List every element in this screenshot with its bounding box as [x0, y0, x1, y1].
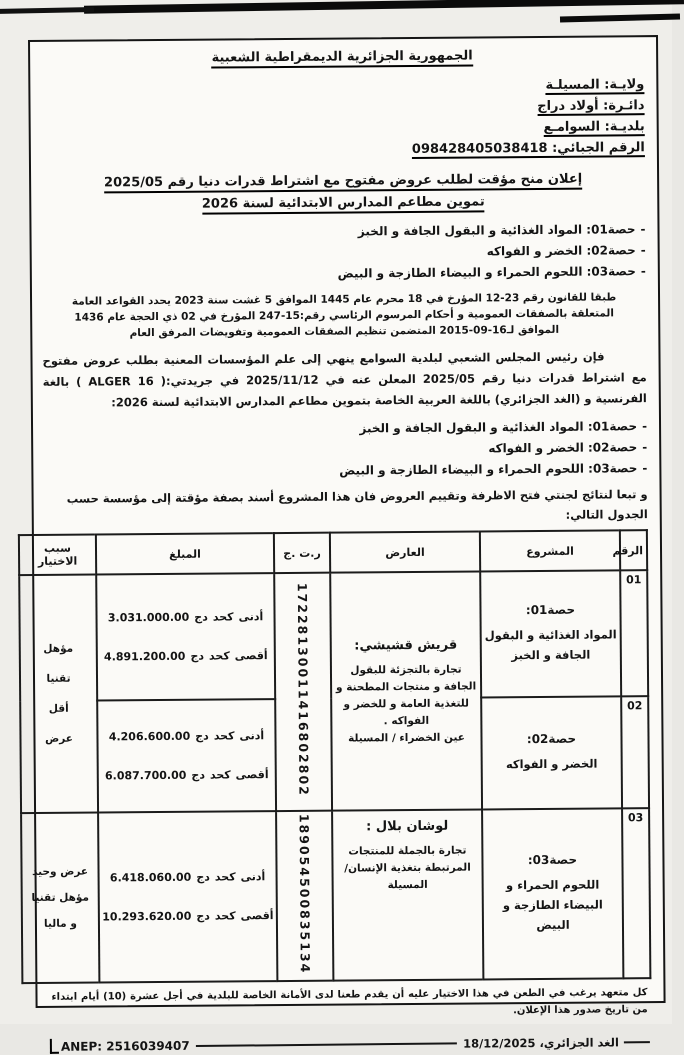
row1-amount-max	[101, 649, 271, 663]
bidder-lots12-location: عين الخضراء / المسيلة	[348, 731, 465, 745]
row3-number: 03	[622, 808, 650, 979]
bidder-lots12-cell	[330, 571, 482, 810]
table-row-lot3	[21, 808, 650, 983]
limit-type: أدنى	[240, 870, 266, 884]
reason-lot3-cell: عرض وحيد مؤهل تقنيا و ماليا	[21, 812, 99, 983]
header-bidder: العارض	[330, 531, 480, 572]
lot-item-3: -حصة03: اللحوم الحمراء و البيضاء الطازجة و البيض	[337, 264, 646, 281]
currency-unit: دج	[195, 729, 209, 743]
tax-id-line: الرقم الجبائي: 098428405038418	[411, 140, 645, 157]
currency-unit: دج	[196, 870, 210, 884]
announcement-title	[41, 168, 645, 217]
nif-lot3-cell	[276, 811, 333, 982]
lot-item-1: -حصة01: المواد الغذائية و البقول الجافة و الخبز	[357, 222, 646, 239]
amount-value: 10.293.620.00	[102, 909, 192, 924]
currency-unit: دج	[194, 610, 208, 624]
row2-project	[481, 696, 622, 809]
limit-word: كحد	[213, 729, 235, 743]
table-header-row	[19, 530, 647, 575]
nif-lot3-number: 189054500835134	[296, 813, 313, 975]
nif-lots12-number: 17228130011416802802	[294, 582, 312, 797]
scan-artifact-bar	[560, 14, 680, 23]
nif-lots12-cell	[274, 573, 332, 811]
bidder-lot3-activity: تجارة بالجملة للمنتجات المرتبطة بتغذية الإنسان/المسيلة	[344, 844, 471, 892]
row1-amount-min	[100, 610, 270, 624]
header-number: الرقم	[620, 530, 647, 570]
announcement-title-line2: تموين مطاعم المدارس الابتدائية لسنة 2026	[41, 190, 645, 217]
amount-value: 3.031.000.00	[107, 610, 190, 625]
currency-unit: دج	[190, 649, 205, 663]
table-row-lot1	[19, 570, 648, 701]
award-table	[18, 529, 652, 984]
row1-project	[480, 570, 621, 697]
daira-line: دائـرة: أولاد دراج	[537, 98, 645, 115]
row2-lot-desc: الخضر و الفواكه	[505, 756, 598, 772]
row3-project	[482, 808, 623, 980]
footer-rule-line	[196, 1042, 457, 1047]
bidder-lot3-cell	[332, 809, 483, 981]
limit-type: أقصى	[234, 649, 268, 663]
republic-header	[40, 47, 644, 67]
commune-line: بلديـة: السوامـع	[543, 119, 645, 135]
row3-amount-max	[103, 909, 273, 923]
scan-artifact-bar	[84, 0, 684, 14]
document-sheet	[28, 35, 666, 1054]
row3-lot-title: حصة03:	[527, 852, 578, 868]
row2-lot-title: حصة02:	[526, 731, 577, 747]
limit-type: أقصى	[235, 768, 269, 782]
lots-list-repeat	[43, 416, 647, 484]
limit-type: أدنى	[239, 729, 265, 743]
header-nif: ر.ت .ج	[274, 533, 330, 573]
anep-reference: ANEP: 2516039407	[50, 1038, 190, 1054]
amount-value: 4.891.200.00	[103, 649, 186, 664]
header-project: المشروع	[480, 530, 620, 571]
corner-bracket-mark	[50, 1039, 59, 1054]
amount-value: 6.418.060.00	[109, 870, 192, 885]
legal-reference-paragraph: طبقا للقانون رقم 23-12 المؤرخ في 18 محرم عام 1445 الموافق 5 غشت سنة 2023 يحدد القواعد العامة المتعلقة بالصفقات العمومية و أحكام المرسوم الرئاسي رقم:15-247 المؤرخ في 02 ذي الحجة عام 1436 الموافق لـ16-09-2015 المتضمن تنظيم الصفقات العمومية وتفويضات المرفق العام	[71, 291, 617, 340]
wilaya-line: ولايـة: المسيلـة	[545, 77, 645, 93]
currency-unit: دج	[191, 768, 206, 782]
announcement-paragraph: فإن رئيس المجلس الشعبي لبلدية السوامع ينهي إلى علم المؤسسات المعنية بطلب عروض مفتوح مع اشتراط قدرات دنيا رقم 2025/05 المعلن عنه في 2025/11/12 في جريدتي:( ALGER 16 ) بالغة الفرنسية و (الغد الجزائري) باللغة العربية الخاصة بتموين مطاعم المدارس الابتدائية لسنة 2026:	[42, 349, 647, 410]
lots-list-top	[41, 219, 645, 287]
limit-word: كحد	[212, 610, 234, 624]
publication-footer	[48, 1035, 652, 1055]
limit-word: كحد	[208, 649, 230, 663]
row2-amount-min	[101, 729, 271, 743]
announcement-title-line1: إعلان منح مؤقت لطلب عروض مفتوح مع اشتراط قدرات دنيا رقم 2025/05	[41, 168, 645, 195]
row2-number: 02	[621, 696, 649, 808]
limit-word: كحد	[214, 870, 236, 884]
row1-lot-desc: المواد الغذائية و البقول الجافة و الخبز	[484, 627, 617, 663]
row3-amount-cell	[98, 811, 277, 983]
header-amount: المبلغ	[96, 533, 274, 574]
reason-lots12-cell: مؤهل تقنيا أقل عرض	[19, 574, 98, 813]
amount-value: 4.206.600.00	[108, 729, 191, 744]
row1-number: 01	[620, 570, 648, 696]
bidder-lots12-name: قريش قشيشي:	[354, 637, 458, 654]
row2-amount-max	[102, 768, 272, 782]
lot-item-3: -حصة03: اللحوم الحمراء و البيضاء الطازجة و البيض	[339, 461, 648, 478]
limit-word: كحد	[209, 768, 231, 782]
row3-lot-desc: اللحوم الحمراء و البيضاء الطازجة و البيض	[502, 877, 603, 933]
row1-amount-cell	[96, 573, 275, 700]
row2-amount-cell	[97, 699, 276, 812]
lot-item-2: -حصة02: الخضر و الفواكه	[488, 440, 648, 456]
amount-value: 6.087.700.00	[104, 768, 187, 783]
award-intro-line: و تبعا لنتائج لجنتي فتح الاظرفة وتقييم العروض فان هذا المشروع أسند بصفة مؤقتة إلى مؤسسة حسب الجدول التالي:	[66, 487, 648, 522]
lot-item-2: -حصة02: الخضر و الفواكه	[486, 243, 646, 259]
bidder-lot3-name: لوشان بلال :	[366, 818, 449, 835]
footer-rule-short	[624, 1041, 650, 1043]
bidder-lots12-activity: تجارة بالتجزئة للبقول الجافة و منتجات المطحنة و للتغذية العامة و للخضر و الفواكه .	[335, 663, 477, 728]
currency-unit: دج	[196, 909, 210, 923]
header-reason: سبب الاختيار	[19, 534, 96, 575]
republic-header-text: الجمهورية الجزائرية الديمقراطية الشعبية	[212, 49, 473, 69]
row3-amount-min	[103, 870, 273, 884]
row1-lot-title: حصة01:	[525, 602, 576, 618]
administrative-block	[40, 74, 645, 163]
limit-word: كحد	[214, 909, 236, 923]
limit-type: أدنى	[238, 610, 264, 624]
scan-artifact-bar	[0, 7, 94, 14]
limit-type: أقصى	[240, 909, 274, 923]
appeal-note: كل متعهد يرغب في الطعن في هذا الاختيار عليه أن يقدم طعنا لدى الأمانة الخاصة للبلدية في أجل عشرة (10) أيام ابتداء من تاريخ صدور هذا الإعلان.	[51, 987, 648, 1017]
newspaper-date: الغد الجزائري، 18/12/2025	[462, 1035, 619, 1051]
lot-item-1: -حصة01: المواد الغذائية و البقول الجافة و الخبز	[359, 419, 648, 436]
